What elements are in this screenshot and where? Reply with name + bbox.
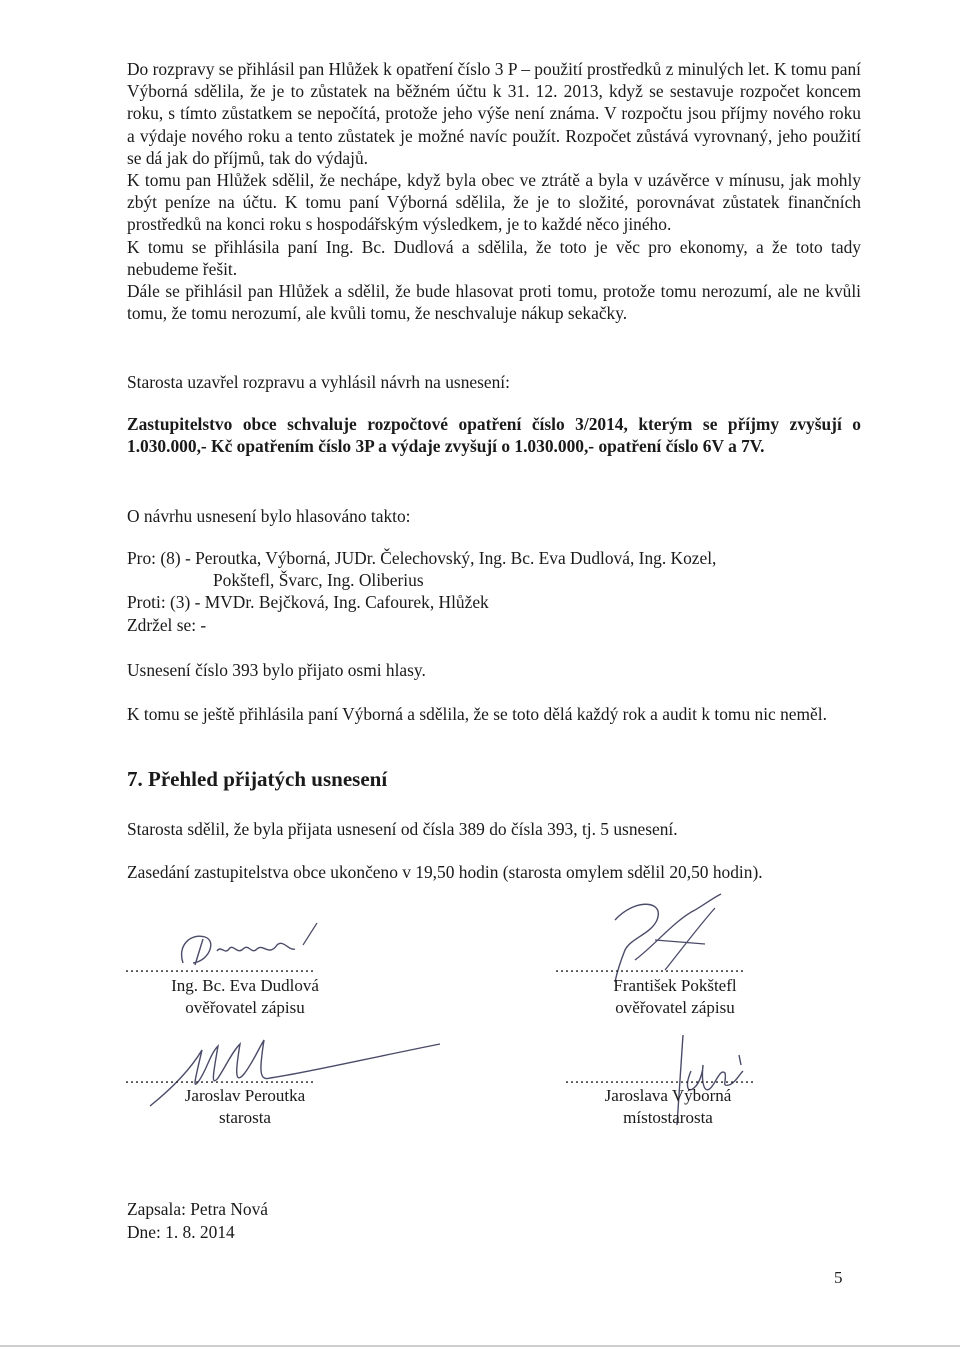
- signer-bottom-right-name: Jaroslava Výborná: [604, 1086, 732, 1105]
- recorded-by: Zapsala: Petra Nová: [127, 1199, 269, 1219]
- section-heading: 7. Přehled přijatých usnesení: [127, 767, 388, 791]
- page-number: 5: [834, 1268, 843, 1287]
- signer-top-left-name: Ing. Bc. Eva Dudlová: [171, 976, 319, 995]
- resolution-text: Zastupitelstvo obce schvaluje rozpočtové opatření číslo 3/2014, kterým se příjmy zvyšují o 1.030.000,- Kč opatřením číslo 3P a výdaje zvyšují o 1.030.000,- opatření číslo 6V a 7V.: [127, 414, 861, 457]
- vote-results: [127, 547, 861, 636]
- paragraph-3: K tomu se přihlásila paní Ing. Bc. Dudlová a sdělila, že toto je věc pro ekonomy, a že toto tady nebudeme řešit.: [127, 236, 861, 279]
- resolution: [127, 413, 861, 457]
- signature-line-top-right: ......................................: [555, 959, 745, 976]
- signer-bottom-left-role: starosta: [219, 1108, 271, 1127]
- scan-edge-line: [0, 1345, 960, 1347]
- signer-bottom-right-role: místostarosta: [623, 1108, 713, 1127]
- votes-abstain: Zdržel se: -: [127, 614, 207, 635]
- vote-intro: [127, 505, 861, 527]
- section-summary: [127, 818, 861, 840]
- signer-bottom-right: [548, 1085, 788, 1129]
- resolution-result-text: Usnesení číslo 393 bylo přijato osmi hlasy.: [127, 660, 426, 680]
- debate-paragraphs: [127, 58, 861, 324]
- signer-top-right: [555, 975, 795, 1019]
- signature-line-top-left: ......................................: [125, 959, 315, 976]
- closing-debate: [127, 371, 861, 393]
- record-date: Dne: 1. 8. 2014: [127, 1222, 235, 1242]
- paragraph-1: Do rozpravy se přihlásil pan Hlůžek k opatření číslo 3 P – použití prostředků z minulých let. K tomu paní Výborná sdělila, že je to zůstatek na běžném účtu k 31. 12. 2013, když se sestavuje rozpočet koncem roku, s tímto zůstatkem se nepočítá, protože jeho výše není známa. V rozpočtu jsou příjmy nového roku a výdaje nového roku a tento zůstatek je možné navíc použít. Rozpočet zůstává vyrovnaný, jeho použití se dá jak do příjmů, tak do výdajů.: [127, 59, 861, 168]
- resolution-result: [127, 659, 861, 681]
- signer-top-left-role: ověřovatel zápisu: [185, 998, 305, 1017]
- signer-top-right-name: František Pokštefl: [613, 976, 737, 995]
- vote-intro-text: O návrhu usnesení bylo hlasováno takto:: [127, 506, 411, 526]
- signature-line-bottom-left: ......................................: [125, 1070, 315, 1087]
- section-summary-text: Starosta sdělil, že byla přijata usnesení od čísla 389 do čísla 393, tj. 5 usnesení.: [127, 819, 678, 839]
- signer-top-right-role: ověřovatel zápisu: [615, 998, 735, 1017]
- votes-for-continued: Pokštefl, Švarc, Ing. Oliberius: [213, 570, 424, 591]
- signer-top-left: [125, 975, 365, 1019]
- closing-debate-text: Starosta uzavřel rozpravu a vyhlásil návrh na usnesení:: [127, 372, 510, 392]
- record-footer: [127, 1198, 861, 1244]
- meeting-end: [127, 861, 861, 883]
- paragraph-2: K tomu pan Hlůžek sdělil, že nechápe, když byla obec ve ztrátě a byla v uzávěrce v mínusu, jak mohly zbýt peníze na účtu. K tomu paní Výborná sdělila, že je to složité, porovnávat zůstatek finančních prostředků na konci roku s hospodářským výsledkem, je to každé něco jiného.: [127, 170, 861, 235]
- audit-note: [127, 703, 861, 725]
- paragraph-4: Dále se přihlásil pan Hlůžek a sdělil, že bude hlasovat proti tomu, protože tomu nerozumí, ale ne kvůli tomu, že tomu nerozumí, ale kvůli tomu, že neschvaluje nákup sekačky.: [127, 281, 861, 324]
- audit-note-text: K tomu se ještě přihlásila paní Výborná a sdělila, že se toto dělá každý rok a audit k tomu nic neměl.: [127, 704, 827, 724]
- votes-for: Pro: (8) - Peroutka, Výborná, JUDr. Čelechovský, Ing. Bc. Eva Dudlová, Ing. Kozel,: [127, 548, 717, 568]
- signer-bottom-left: [125, 1085, 365, 1129]
- meeting-end-text: Zasedání zastupitelstva obce ukončeno v 19,50 hodin (starosta omylem sdělil 20,50 hodin).: [127, 862, 763, 882]
- votes-against: Proti: (3) - MVDr. Bejčková, Ing. Cafourek, Hlůžek: [127, 592, 489, 613]
- signature-line-bottom-right: ......................................: [565, 1070, 755, 1087]
- signer-bottom-left-name: Jaroslav Peroutka: [184, 1086, 306, 1105]
